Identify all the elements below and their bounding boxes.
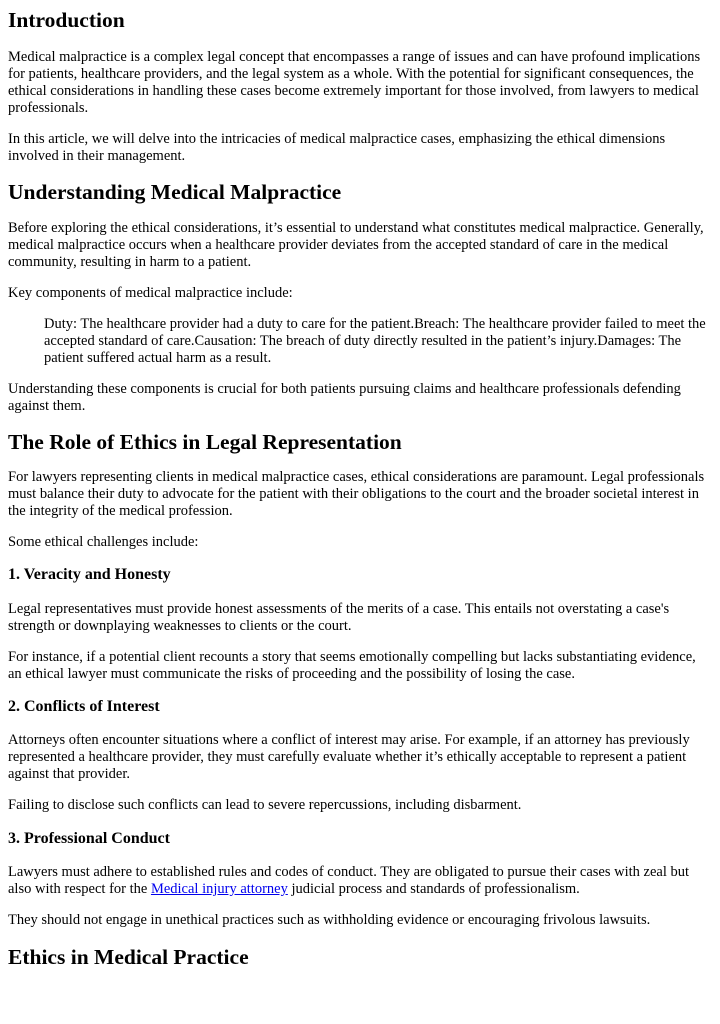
introduction-paragraph: Medical malpractice is a complex legal concept that encompasses a range of issues and can have profound implications for patients, healthcare providers, and the legal system as a whole. With the potential for significant consequences, the ethical considerations in handling these cases become extremely important for those involved, from lawyers to medical professionals. xyxy=(8,49,701,116)
key-components-block: Duty: The healthcare provider had a duty to care for the patient.Breach: The healthcare provider failed to meet the accepted standard of care.Causation: The breach of duty directly resulted in the patient’s injury.Damages: The patient suffered actual harm as a result. xyxy=(44,316,706,366)
introduction-heading: Introduction xyxy=(8,8,125,32)
veracity-paragraph: Legal representatives must provide honest assessments of the merits of a case. This entails not overstating a case's strength or downplaying weaknesses to clients or the court. xyxy=(8,601,670,634)
veracity-paragraph: For instance, if a potential client recounts a story that seems emotionally compelling but lacks substantiating evidence, an ethical lawyer must communicate the risks of proceeding and the possibility of losing the case. xyxy=(8,649,696,682)
conduct-subheading: 3. Professional Conduct xyxy=(8,830,170,847)
understanding-paragraph: Before exploring the ethical considerations, it’s essential to understand what constitutes medical malpractice. Generally, medical malpractice occurs when a healthcare provider deviates from the accepted standard of care in the medical community, resulting in harm to a patient. xyxy=(8,220,704,270)
role-paragraph: Some ethical challenges include: xyxy=(8,534,199,550)
role-paragraph: For lawyers representing clients in medical malpractice cases, ethical considerations are paramount. Legal professionals must balance their duty to advocate for the patient with their obligations to the court and the broader societal interest in the integrity of the medical profession. xyxy=(8,469,705,519)
understanding-paragraph: Understanding these components is crucial for both patients pursuing claims and healthcare professionals defending against them. xyxy=(8,381,681,414)
conflicts-paragraph: Attorneys often encounter situations where a conflict of interest may arise. For example, if an attorney has previously represented a healthcare provider, they must carefully evaluate whether it’s ethically acceptable to represent a patient against that provider. xyxy=(8,732,690,782)
ethics-in-medical-practice-heading: Ethics in Medical Practice xyxy=(8,945,249,969)
role-of-ethics-heading: The Role of Ethics in Legal Representation xyxy=(8,430,402,454)
conduct-text-after-link: judicial process and standards of professionalism. xyxy=(287,881,580,897)
understanding-heading: Understanding Medical Malpractice xyxy=(8,180,342,204)
conflicts-paragraph: Failing to disclose such conflicts can lead to severe repercussions, including disbarment. xyxy=(8,797,522,813)
conflicts-subheading: 2. Conflicts of Interest xyxy=(8,698,160,715)
key-components-intro: Key components of medical malpractice include: xyxy=(8,285,293,301)
article xyxy=(0,7,720,970)
conduct-text-before-link: Lawyers must adhere to established rules and codes of conduct. They are obligated to pursue their cases with zeal but also with respect for the xyxy=(8,864,690,897)
medical-injury-attorney-link[interactable]: Medical injury attorney xyxy=(150,881,288,897)
introduction-paragraph: In this article, we will delve into the intricacies of medical malpractice cases, emphasizing the ethical dimensions involved in their management. xyxy=(8,131,666,164)
conduct-paragraph: They should not engage in unethical practices such as withholding evidence or encouraging frivolous lawsuits. xyxy=(8,912,651,928)
veracity-subheading: 1. Veracity and Honesty xyxy=(8,566,171,583)
conduct-paragraph xyxy=(8,864,713,898)
